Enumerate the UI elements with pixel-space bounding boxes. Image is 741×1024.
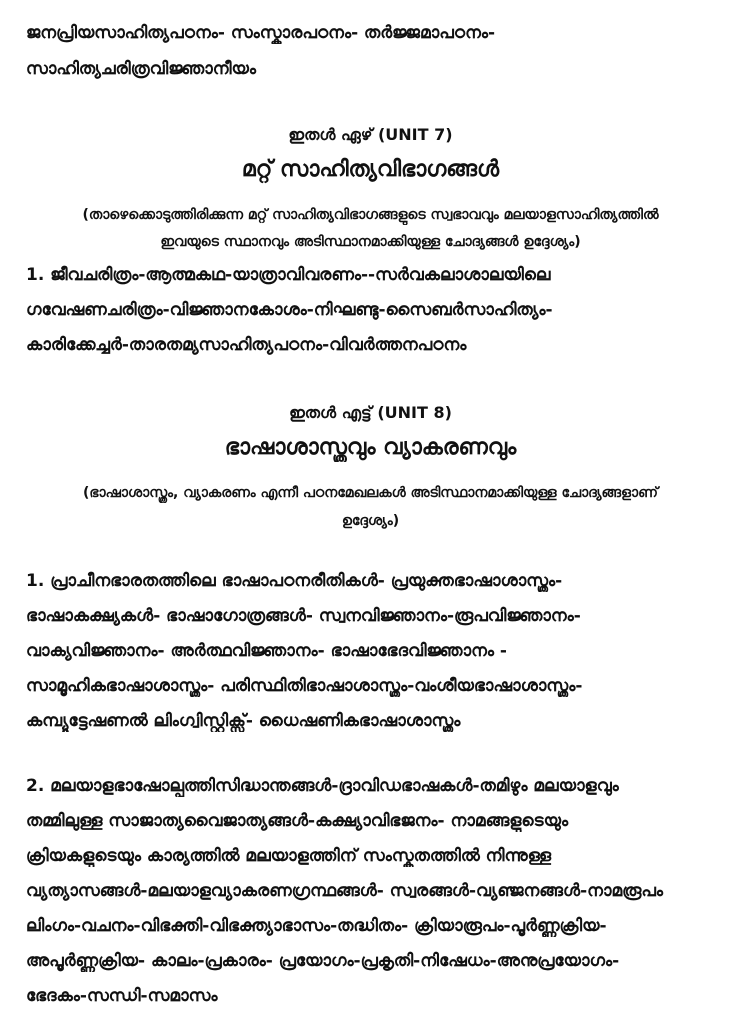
unit8-title: ഭാഷാശാസ്ത്രവും വ്യാകരണവും xyxy=(224,435,517,460)
unit8-heading: ഇതൾ എട്ട് (UNIT 8) xyxy=(289,403,452,422)
unit7-note-line-1: (താഴെക്കൊടുത്തിരിക്കുന്ന മറ്റ് സാഹിത്യവിഭാഗങ്ങളുടെ സ്വഭാവവും മലയാളസാഹിത്യത്തിൽ xyxy=(82,207,659,223)
unit8-item2-line-2: തമ്മിലുള്ള സാജാത്യവൈജാത്യങ്ങൾ-കക്ഷ്യാവിഭജനം- നാമങ്ങളുടെയും xyxy=(26,811,569,831)
unit8-note-line-2: ഉദ്ദേശ്യം) xyxy=(341,513,400,529)
intro-text-line-1: ജനപ്രിയസാഹിത്യപഠനം- സംസ്കാരപഠനം- തർജ്ജമാപഠനം- xyxy=(26,23,496,43)
unit7-item1-line-3: കാരിക്കേച്ചർ-താരതമ്യസാഹിത്യപഠനം-വിവർത്തനപഠനം xyxy=(26,335,467,355)
unit8-item2-line-7: ഭേദകം-സന്ധി-സമാസം xyxy=(26,986,218,1006)
unit8-item2-line-6: അപൂർണ്ണക്രിയ- കാലം-പ്രകാരം- പ്രയോഗം-പ്രകൃതി-നിഷേധം-അനുപ്രയോഗം- xyxy=(26,951,620,971)
unit7-item1-line-1: 1. ജീവചരിത്രം-ആത്മകഥ-യാത്രാവിവരണം--സർവകലാശാലയിലെ xyxy=(26,265,551,285)
unit8-item1-line-3: വാക്യവിജ്ഞാനം- അർത്ഥവിജ്ഞാനം- ഭാഷാഭേദവിജ്ഞാനം - xyxy=(26,641,507,661)
unit8-item2-line-4: വ്യത്യാസങ്ങൾ-മലയാളവ്യാകരണഗ്രന്ഥങ്ങൾ- സ്വരങ്ങൾ-വ്യഞ്ജനങ്ങൾ-നാമരൂപം xyxy=(26,881,664,901)
unit8-item2-line-5: ലിംഗം-വചനം-വിഭക്തി-വിഭക്ത്യാഭാസം-തദ്ധിതം- ക്രിയാരൂപം-പൂർണ്ണക്രിയ- xyxy=(26,916,607,936)
unit7-item1-line-2: ഗവേഷണചരിത്രം-വിജ്ഞാനകോശം-നിഘണ്ടു-സൈബർസാഹിത്യം- xyxy=(26,300,553,320)
unit7-heading: ഇതൾ ഏഴ് (UNIT 7) xyxy=(288,125,453,144)
unit8-item1-line-1: 1. പ്രാചീനഭാരതത്തിലെ ഭാഷാപഠനരീതികൾ- പ്രയുക്തഭാഷാശാസ്ത്രം- xyxy=(26,571,563,591)
unit8-item1-line-4: സാമൂഹികഭാഷാശാസ്ത്രം- പരിസ്ഥിതിഭാഷാശാസ്ത്രം-വംശീയഭാഷാശാസ്ത്രം- xyxy=(26,676,583,696)
unit8-item1-line-5: കമ്പ്യൂട്ടേഷണൽ ലിംഗ്വിസ്റ്റിക്സ്- ധൈഷണികഭാഷാശാസ്ത്രം xyxy=(26,711,461,731)
unit8-item2-line-1: 2. മലയാളഭാഷോല്പത്തിസിദ്ധാന്തങ്ങൾ-ദ്രാവിഡഭാഷകൾ-തമിഴും മലയാളവും xyxy=(26,776,619,796)
intro-text-line-2: സാഹിത്യചരിത്രവിജ്ഞാനീയം xyxy=(26,59,257,79)
unit8-item1-line-2: ഭാഷാകക്ഷ്യകൾ- ഭാഷാഗോത്രങ്ങൾ- സ്വനവിജ്ഞാനം-രൂപവിജ്ഞാനം- xyxy=(26,606,581,626)
unit7-title: മറ്റ് സാഹിത്യവിഭാഗങ്ങൾ xyxy=(241,157,500,182)
unit8-note-line-1: (ഭാഷാശാസ്ത്രം, വ്യാകരണം എന്നീ പഠനമേഖലകൾ അടിസ്ഥാനമാക്കിയുള്ള ചോദ്യങ്ങളാണ് xyxy=(83,485,658,501)
unit7-note-line-2: ഇവയുടെ സ്ഥാനവും അടിസ്ഥാനമാക്കിയുള്ള ചോദ്യങ്ങൾ ഉദ്ദേശ്യം) xyxy=(160,234,581,250)
unit8-item2-line-3: ക്രിയകളുടെയും കാര്യത്തിൽ മലയാളത്തിന് സംസ്കൃതത്തിൽ നിന്നുള്ള xyxy=(26,846,552,866)
